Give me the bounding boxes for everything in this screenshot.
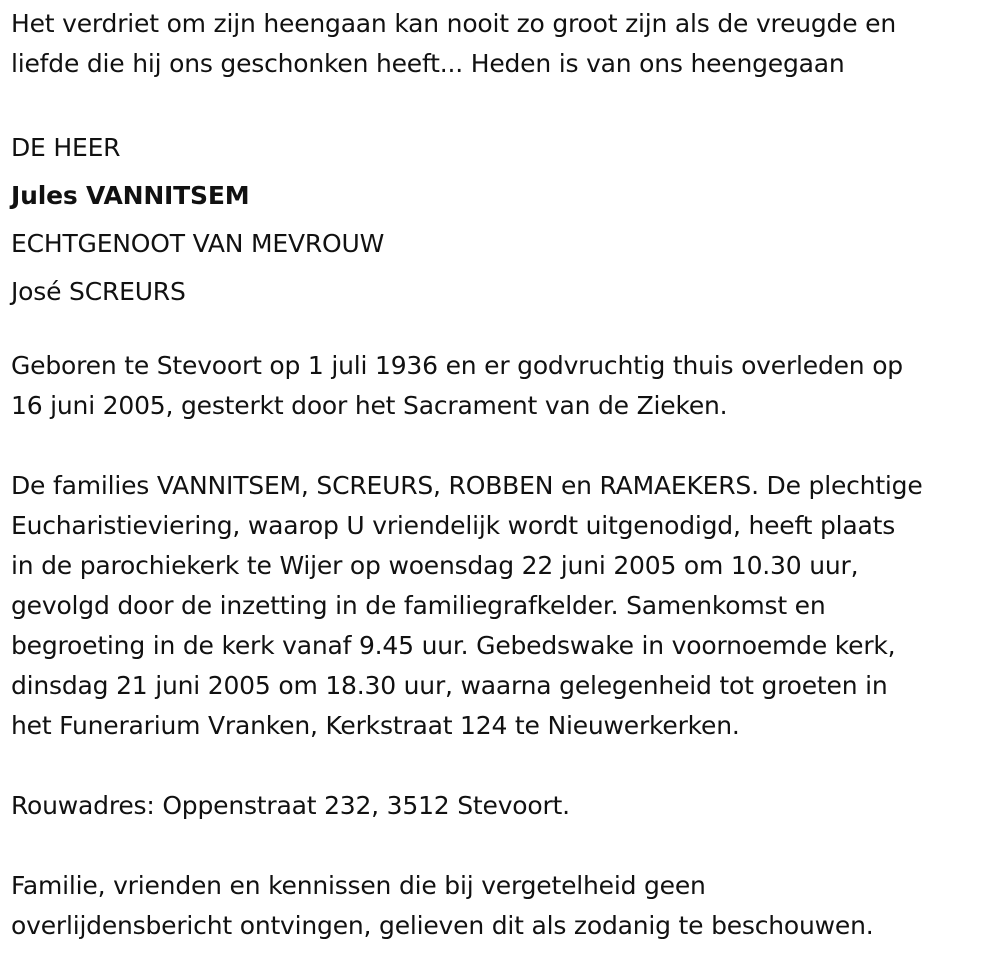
families-paragraph <box>11 466 991 746</box>
birth-death-line: 16 juni 2005, gesterkt door het Sacrament van de Zieken. <box>11 391 728 420</box>
closing-paragraph <box>11 866 991 946</box>
paragraph-gap <box>11 84 991 124</box>
obituary-document <box>11 4 991 946</box>
families-line: dinsdag 21 juni 2005 om 18.30 uur, waarna gelegenheid tot groeten in <box>11 671 888 700</box>
spouse-name: José SCREURS <box>11 277 186 306</box>
relation-label: ECHTGENOOT VAN MEVROUW <box>11 229 385 258</box>
birth-death-line: Geboren te Stevoort op 1 juli 1936 en er godvruchtig thuis overleden op <box>11 351 903 380</box>
intro-line: Het verdriet om zijn heengaan kan nooit zo groot zijn als de vreugde en <box>11 9 896 38</box>
closing-line: Familie, vrienden en kennissen die bij vergetelheid geen <box>11 871 706 900</box>
families-line: Eucharistieviering, waarop U vriendelijk wordt uitgenodigd, heeft plaats <box>11 511 896 540</box>
intro-paragraph <box>11 4 991 84</box>
deceased-name: Jules VANNITSEM <box>11 181 250 210</box>
intro-line: liefde die hij ons geschonken heeft... Heden is van ons heengegaan <box>11 49 845 78</box>
families-line: het Funerarium Vranken, Kerkstraat 124 te Nieuwerkerken. <box>11 711 740 740</box>
paragraph-gap <box>11 426 991 466</box>
mourning-address: Rouwadres: Oppenstraat 232, 3512 Stevoort. <box>11 791 570 820</box>
paragraph-gap <box>11 826 991 866</box>
families-line: gevolgd door de inzetting in de familiegrafkelder. Samenkomst en <box>11 591 826 620</box>
families-line: in de parochiekerk te Wijer op woensdag 22 juni 2005 om 10.30 uur, <box>11 551 859 580</box>
paragraph-gap <box>11 746 991 786</box>
families-line: De families VANNITSEM, SCREURS, ROBBEN en RAMAEKERS. De plechtige <box>11 471 923 500</box>
families-line: begroeting in de kerk vanaf 9.45 uur. Gebedswake in voornoemde kerk, <box>11 631 896 660</box>
person-block <box>11 124 991 316</box>
address-paragraph <box>11 786 991 826</box>
paragraph-gap <box>11 316 991 346</box>
birth-death-paragraph <box>11 346 991 426</box>
honorific: DE HEER <box>11 133 121 162</box>
closing-line: overlijdensbericht ontvingen, gelieven dit als zodanig te beschouwen. <box>11 911 874 940</box>
